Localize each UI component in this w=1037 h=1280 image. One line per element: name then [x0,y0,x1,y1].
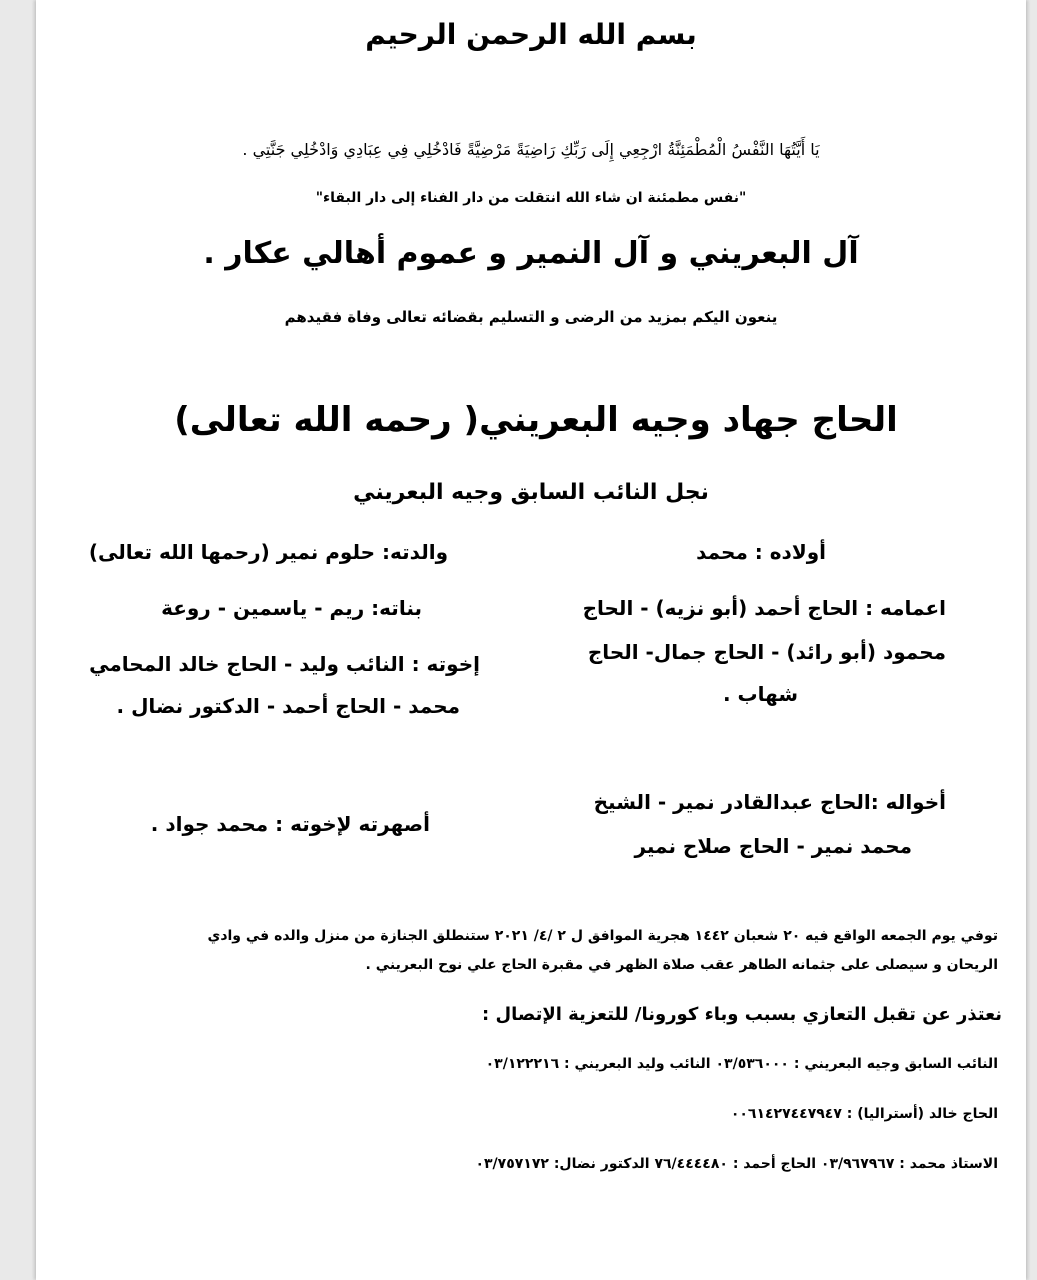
funeral-line-1: توفي يوم الجمعه الواقع فيه ٢٠ شعبان ١٤٤٢ هجرية الموافق ل ٢ /٤/ ٢٠٢١ ستنطلق الجنازة من منزل والده في وادي [207,928,998,944]
basmala: بسم الله الرحمن الرحيم [365,18,697,51]
deceased-subtitle: نجل النائب السابق وجيه البعريني [353,480,709,505]
quran-verse: يَا أَيَّتُهَا النَّفْسُ الْمُطْمَئِنَّةُ ارْجِعِي إِلَى رَبِّكِ رَاضِيَةً مَرْضِيَّةً فَادْخُلِي فِي عِبَادِي وَادْخُلِي جَنَّتِي . [242,140,820,159]
uncles-line-3: شهاب . [722,682,798,706]
quote-text: "نفس مطمئنة ان شاء الله انتقلت من دار الفناء إلى دار البقاء" [315,190,747,206]
mother-line: والدته: حلوم نمير (رحمها الله تعالى) [88,540,448,564]
maternal-uncles-line-1: أخواله :الحاج عبدالقادر نمير - الشيخ [593,790,946,814]
uncles-line-1: اعمامه : الحاج أحمد (أبو نزيه) - الحاج [582,596,946,620]
contact-line-3: الاستاذ محمد : ٠٣/٩٦٧٩٦٧ الحاج أحمد : ٧٦/٤٤٤٤٨٠ الدكتور نضال: ٠٣/٧٥٧١٧٢ [475,1156,998,1172]
brothers-line-1: إخوته : النائب وليد - الحاج خالد المحامي [89,652,480,676]
announcement-text: ينعون اليكم بمزيد من الرضى و التسليم بقضائه تعالى وفاة فقيدهم [284,308,778,326]
uncles-line-2: محمود (أبو رائد) - الحاج جمال- الحاج [587,640,946,664]
brothers-line-2: محمد - الحاج أحمد - الدكتور نضال . [116,694,460,718]
contact-line-1: النائب السابق وجيه البعريني : ٠٣/٥٣٦٠٠٠ النائب وليد البعريني : ٠٣/١٢٢٢١٦ [485,1056,998,1072]
funeral-line-2: الريحان و سيصلى على جثمانه الطاهر عقب صلاة الظهر في مقبرة الحاج علي نوح البعريني . [365,957,998,973]
condolence-heading: نعتذر عن تقبل التعازي بسبب وباء كورونا/ للتعزية الإتصال : [481,1004,1002,1025]
families-heading: آل البعريني و آل النمير و عموم أهالي عكار . [203,236,859,271]
sons-line: أولاده : محمد [696,540,826,564]
deceased-name: الحاج جهاد وجيه البعريني( رحمه الله تعالى) [174,400,898,440]
brothers-in-law-line: أصهرته لإخوته : محمد جواد . [150,812,430,836]
maternal-uncles-line-2: محمد نمير - الحاج صلاح نمير [634,834,912,858]
contact-line-2: الحاج خالد (أستراليا) : ٠٠٦١٤٢٧٤٤٧٩٤٧ [730,1106,998,1122]
obituary-page [36,0,1026,1280]
daughters-line: بناته: ريم - ياسمين - روعة [161,596,422,620]
